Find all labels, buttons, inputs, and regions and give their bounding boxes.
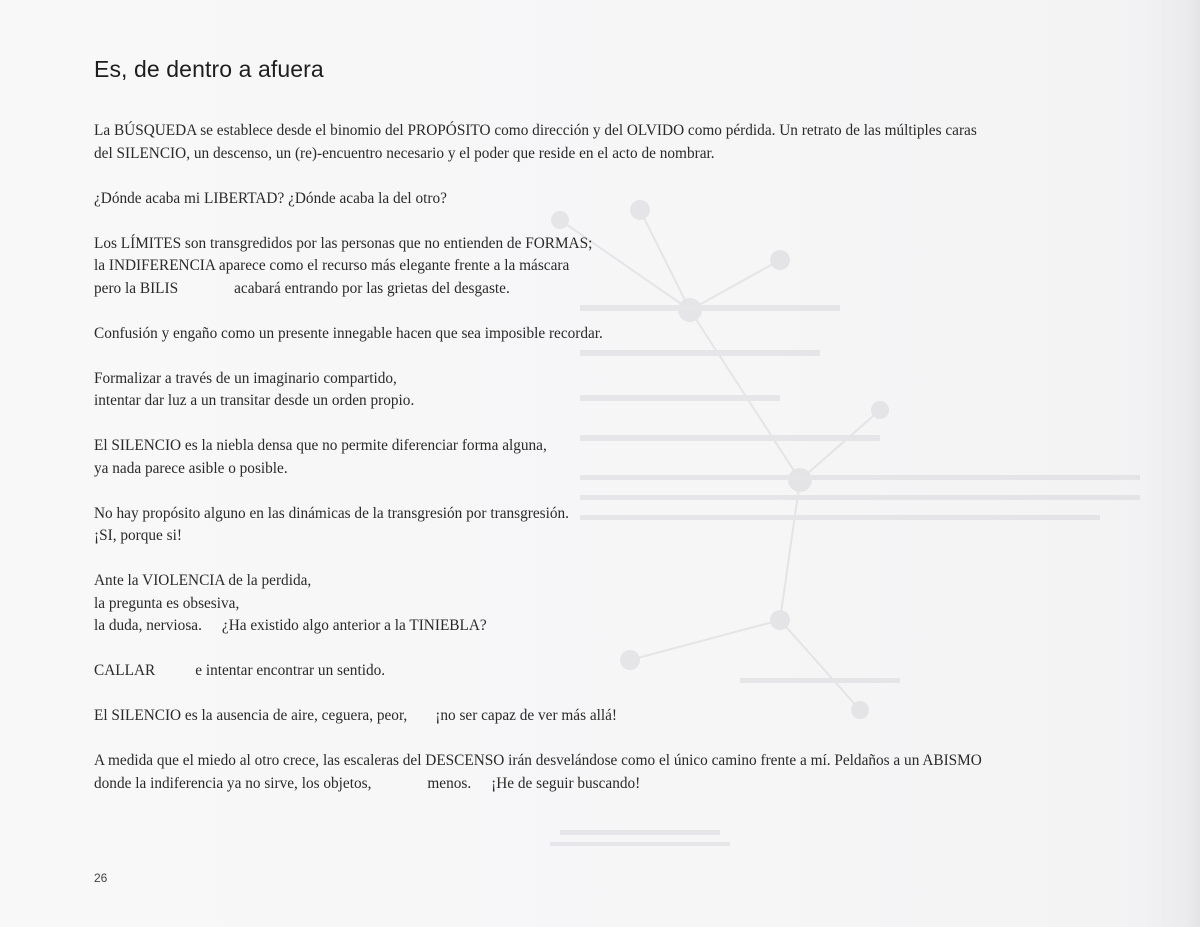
text-fragment: menos. <box>427 774 472 792</box>
paragraph-silencio-niebla <box>94 435 1124 480</box>
text-line: ya nada parece asible o posible. <box>94 459 288 477</box>
text-fragment: ¡He de seguir buscando! <box>491 774 641 792</box>
text-line: La BÚSQUEDA se establece desde el binomio del PROPÓSITO como dirección y del OLVIDO como pérdida. Un retrato de las múltiples caras <box>94 122 977 139</box>
body-text <box>94 120 1124 818</box>
paragraph-silencio-aire <box>94 705 1124 728</box>
paragraph-callar <box>94 660 1124 683</box>
text-fragment: El SILENCIO es la ausencia de aire, ceguera, peor, <box>94 707 408 724</box>
text-fragment: la duda, nerviosa. <box>94 617 202 634</box>
paragraph-libertad <box>94 188 1124 211</box>
text-line: intentar dar luz a un transitar desde un orden propio. <box>94 392 415 409</box>
text-line: El SILENCIO es la niebla densa que no permite diferenciar forma alguna, <box>94 437 547 454</box>
text-fragment: pero la BILIS <box>94 279 179 297</box>
paragraph-formalizar <box>94 368 1124 413</box>
text-line: ¡SI, porque si! <box>94 527 182 544</box>
text-line: del SILENCIO, un descenso, un (re)-encuentro necesario y el poder que reside en el acto de nombrar. <box>94 144 715 162</box>
text-line: Confusión y engaño como un presente innegable hacen que sea imposible recordar. <box>94 324 603 342</box>
paragraph-limites <box>94 233 1124 301</box>
text-fragment: ¡no ser capaz de ver más allá! <box>435 707 618 724</box>
page-title: Es, de dentro a afuera <box>94 56 324 82</box>
text-fragment: ¿Ha existido algo anterior a la TINIEBLA? <box>221 617 487 634</box>
text-line: Los LÍMITES son transgredidos por las personas que no entienden de FORMAS; <box>94 234 593 252</box>
paragraph-intro <box>94 120 1124 165</box>
paragraph-descenso <box>94 750 1124 795</box>
text-line: A medida que el miedo al otro crece, las escaleras del DESCENSO irán desvelándose como el único camino frente a mí. Peldaños a un ABISMO <box>94 752 982 769</box>
paragraph-violencia <box>94 570 1124 638</box>
text-fragment: e intentar encontrar un sentido. <box>195 662 386 679</box>
text-fragment: donde la indiferencia ya no sirve, los objetos, <box>94 774 372 792</box>
text-line: la INDIFERENCIA aparece como el recurso más elegante frente a la máscara <box>94 257 570 274</box>
text-line: No hay propósito alguno en las dinámicas de la transgresión por transgresión. <box>94 504 569 522</box>
text-line: Ante la VIOLENCIA de la perdida, <box>94 572 312 589</box>
paragraph-proposito <box>94 503 1124 548</box>
text-fragment: CALLAR <box>94 662 156 679</box>
text-fragment: acabará entrando por las grietas del desgaste. <box>234 279 510 297</box>
page-edge-shadow <box>1140 0 1200 927</box>
text-line: Formalizar a través de un imaginario compartido, <box>94 369 397 387</box>
text-line: la pregunta es obsesiva, <box>94 594 240 612</box>
paragraph-confusion <box>94 323 1124 346</box>
text-line: ¿Dónde acaba mi LIBERTAD? ¿Dónde acaba la del otro? <box>94 189 447 207</box>
page-number: 26 <box>94 871 108 885</box>
